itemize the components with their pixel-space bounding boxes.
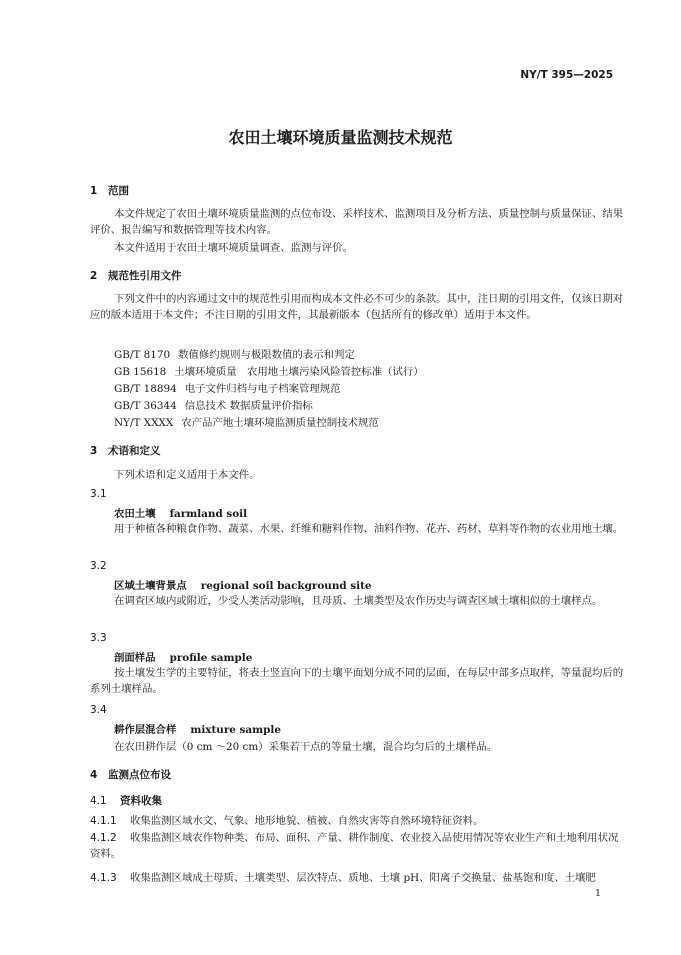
section-2-heading [90,268,182,283]
clause-item [90,830,624,862]
term-number: 3.1 [90,488,107,500]
reference-item [114,414,379,429]
reference-item [114,380,341,395]
references-intro: 下列文件中的内容通过文中的规范性引用而构成本文件必不可少的条款。其中，注日期的引用文件，仅该日期对应的版本适用于本文件；不注日期的引用文件，其最新版本（包括所有的修改单）适用于本文件。 [90,293,624,321]
clause-item [90,869,596,884]
subsection-number: 4.1 [90,795,107,807]
section-number: 4 [90,769,98,781]
term-en: farmland soil [169,508,248,520]
standard-code: NY/T 395—2025 [520,69,613,81]
page-number: 1 [594,888,601,899]
reference-code: GB 15618 [114,366,167,378]
term-definition: 在农田耕作层（0 cm ～20 cm）采集若干点的等量土壤，混合均匀后的土壤样品。 [114,741,498,753]
term-zh: 农田土壤 [114,508,156,520]
term-name [114,505,247,520]
reference-item [114,397,313,412]
document-title: 农田土壤环境质量监测技术规范 [228,128,453,147]
term-name [114,649,252,664]
term-name [114,577,372,592]
reference-code: GB/T 8170 [114,349,171,361]
clause-number: 4.1.2 [90,832,117,844]
term-en: regional soil background site [200,580,372,592]
clause-text: 收集监测区域成土母质、土壤类型、层次特点、质地、土壤 pH、阳离子交换量、盐基饱和度、土壤肥 [130,872,596,884]
section-number: 2 [90,270,98,282]
reference-title: 农产品产地土壤环境监测质量控制技术规范 [181,417,379,429]
reference-code: GB/T 36344 [114,400,177,412]
scope-applicability: 本文件适用于农田土壤环境质量调查、监测与评价。 [114,242,353,254]
section-title: 范围 [108,185,129,197]
term-definition: 按土壤发生学的主要特征，将表土竖直向下的土壤平面划分成不同的层面，在每层中部多点取样，等量混均后的系列土壤样品。 [90,667,624,695]
section-3-heading [90,443,161,458]
term-definition: 用于种植各种粮食作物、蔬菜、水果、纤维和糖料作物、油料作物、花卉、药材、草料等作物的农业用地土壤。 [114,523,624,535]
clause-text: 收集监测区域农作物种类、布局、面积、产量、耕作制度、农业投入品使用情况等农业生产和土地利用状况资料。 [90,832,619,860]
term-name [114,721,281,736]
term-zh: 区域土壤背景点 [114,580,187,592]
clause-number: 4.1.3 [90,872,117,884]
reference-title: 信息技术 数据质量评价指标 [184,400,313,412]
reference-item [114,346,355,361]
section-4-heading [90,767,171,782]
section-number: 1 [90,185,98,197]
clause-number: 4.1.1 [90,815,117,827]
term-zh: 剖面样品 [114,652,156,664]
terms-intro: 下列术语和定义适用于本文件。 [114,469,260,481]
reference-item [114,363,424,378]
term-number: 3.4 [90,704,107,716]
term-en: profile sample [169,652,253,664]
term-number: 3.2 [90,560,107,572]
subsection-4-1-heading [90,793,162,808]
term-zh: 耕作层混合样 [114,724,177,736]
reference-title: 数值修约规则与极限数值的表示和判定 [178,349,355,361]
term-en: mixture sample [190,724,281,736]
term-number: 3.3 [90,632,107,644]
clause-text: 收集监测区域水文、气象、地形地貌、植被、自然灾害等自然环境特征资料。 [130,815,484,827]
section-number: 3 [90,445,98,457]
section-title: 规范性引用文件 [108,270,182,282]
subsection-title: 资料收集 [120,795,162,807]
section-title: 监测点位布设 [108,769,171,781]
reference-code: GB/T 18894 [114,383,177,395]
reference-title: 电子文件归档与电子档案管理规范 [184,383,341,395]
reference-code: NY/T XXXX [114,417,174,429]
reference-title: 土壤环境质量 农用地土壤污染风险管控标准（试行） [174,366,424,378]
term-definition: 在调查区域内或附近，少受人类活动影响，且母质、土壤类型及农作历史与调查区域土壤相似的土壤样点。 [114,595,603,607]
section-1-heading [90,183,129,198]
section-title: 术语和定义 [108,445,161,457]
clause-item [90,812,483,827]
scope-paragraph: 本文件规定了农田土壤环境质量监测的点位布设、采样技术、监测项目及分析方法、质量控制与质量保证、结果评价、报告编写和数据管理等技术内容。 [90,208,624,236]
